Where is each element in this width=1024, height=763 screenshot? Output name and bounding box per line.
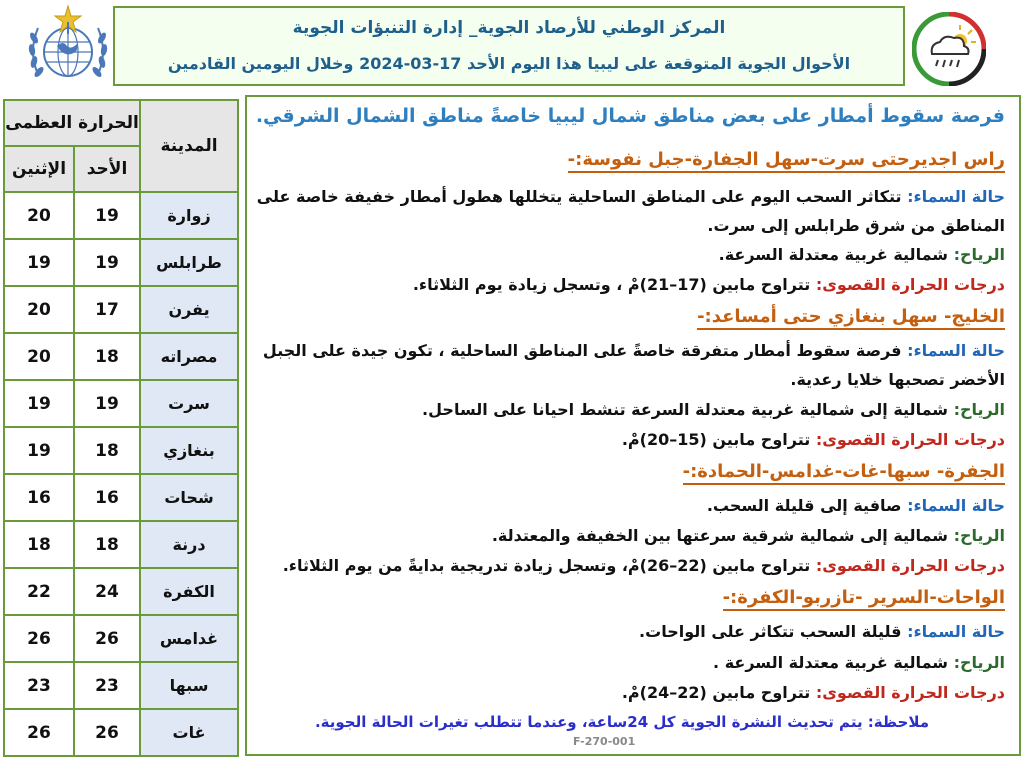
table-row bbox=[4, 662, 238, 709]
table-row bbox=[4, 286, 238, 333]
monday-temp: 26 bbox=[4, 615, 74, 662]
sunday-temp: 16 bbox=[74, 474, 140, 521]
sunday-temp: 26 bbox=[74, 709, 140, 756]
city-name: طرابلس bbox=[140, 239, 238, 286]
wind-text: شمالية إلى شمالية شرقية سرعتها بين الخفيفة والمعتدلة. bbox=[491, 526, 949, 545]
monday-temp: 22 bbox=[4, 568, 74, 615]
temp-text: تتراوح مابين (15–20)مْ. bbox=[621, 430, 811, 449]
city-name: الكفرة bbox=[140, 568, 238, 615]
sunday-temp: 24 bbox=[74, 568, 140, 615]
city-name: بنغازي bbox=[140, 427, 238, 474]
temp-label: درجات الحرارة القصوى: bbox=[815, 275, 1005, 294]
table-row bbox=[4, 380, 238, 427]
monday-temp: 18 bbox=[4, 521, 74, 568]
region-title bbox=[255, 587, 1005, 608]
temp-text: تتراوح مابين (17–21)مْ ، وتسجل زيادة يوم الثلاثاء. bbox=[412, 275, 811, 294]
temp-text: تتراوح مابين (22–26)مْ، وتسجل زيادة تدريجية بدايةً من يوم الثلاثاء. bbox=[282, 556, 811, 575]
temp-line bbox=[255, 556, 1005, 575]
sky-label: حالة السماء: bbox=[907, 496, 1005, 515]
region-title-text: الجفرة- سبها-غات-غدامس-الحمادة:- bbox=[683, 461, 1005, 485]
sky-line-cont: المناطق من شرق طرابلس إلى سرت. bbox=[707, 216, 1005, 235]
city-name: درنة bbox=[140, 521, 238, 568]
sunday-temp: 19 bbox=[74, 239, 140, 286]
table-row bbox=[4, 615, 238, 662]
temp-label: درجات الحرارة القصوى: bbox=[815, 430, 1005, 449]
sky-text: قليلة السحب تتكاثر على الواحات. bbox=[639, 622, 902, 641]
monday-temp: 23 bbox=[4, 662, 74, 709]
table-row bbox=[4, 427, 238, 474]
monday-temp: 26 bbox=[4, 709, 74, 756]
monday-temp: 19 bbox=[4, 239, 74, 286]
wind-label: الرياح: bbox=[953, 400, 1005, 419]
temp-line bbox=[255, 430, 1005, 449]
table-row bbox=[4, 474, 238, 521]
region-title bbox=[255, 306, 1005, 327]
sunday-temp: 18 bbox=[74, 333, 140, 380]
temp-line bbox=[255, 683, 1005, 702]
sky-text: صافية إلى قليلة السحب. bbox=[706, 496, 902, 515]
forecast-panel bbox=[245, 95, 1021, 756]
sunday-temp: 18 bbox=[74, 427, 140, 474]
day1-header: الأحد bbox=[74, 146, 140, 192]
sunday-temp: 26 bbox=[74, 615, 140, 662]
wind-line bbox=[255, 400, 1005, 419]
city-name: سرت bbox=[140, 380, 238, 427]
update-note: ملاحظة: يتم تحديث النشرة الجوية كل 24ساعة، وعندما تتطلب تغيرات الحالة الجوية. bbox=[314, 713, 929, 731]
city-name: مصراته bbox=[140, 333, 238, 380]
sky-label: حالة السماء: bbox=[907, 622, 1005, 641]
table-row bbox=[4, 333, 238, 380]
monday-temp: 16 bbox=[4, 474, 74, 521]
sky-line bbox=[255, 496, 1005, 515]
sky-label: حالة السماء: bbox=[907, 341, 1005, 360]
table-row bbox=[4, 709, 238, 756]
sky-line bbox=[255, 622, 1005, 641]
max-temp-header: الحرارة العظمى bbox=[4, 100, 140, 146]
sky-line bbox=[255, 187, 1005, 206]
region-title bbox=[255, 149, 1005, 170]
sunday-temp: 19 bbox=[74, 192, 140, 239]
monday-temp: 19 bbox=[4, 380, 74, 427]
monday-temp: 20 bbox=[4, 192, 74, 239]
sunday-temp: 17 bbox=[74, 286, 140, 333]
region-title bbox=[255, 461, 1005, 482]
header-line-1: المركز الوطني للأرصاد الجوية_ إدارة التنبؤات الجوية bbox=[292, 18, 726, 38]
temp-label: درجات الحرارة القصوى: bbox=[815, 683, 1005, 702]
sky-line-cont: الأخضر تصحبها خلايا رعدية. bbox=[790, 370, 1005, 389]
city-name: غات bbox=[140, 709, 238, 756]
max-temperature-table bbox=[3, 99, 239, 757]
form-code: F-270-001 bbox=[573, 735, 636, 748]
temp-text: تتراوح مابين (22–24)مْ. bbox=[621, 683, 811, 702]
monday-temp: 19 bbox=[4, 427, 74, 474]
region-title-text: الخليج- سهل بنغازي حتى أمساعد:- bbox=[697, 306, 1005, 330]
temp-label: درجات الحرارة القصوى: bbox=[815, 556, 1005, 575]
wind-text: شمالية إلى شمالية غربية معتدلة السرعة تنشط احيانا على الساحل. bbox=[422, 400, 949, 419]
table-row bbox=[4, 568, 238, 615]
monday-temp: 20 bbox=[4, 286, 74, 333]
city-name: غدامس bbox=[140, 615, 238, 662]
wind-line bbox=[255, 245, 1005, 264]
wmo-emblem-icon bbox=[24, 4, 112, 92]
forecast-headline: فرصة سقوط أمطار على بعض مناطق شمال ليبيا خاصةً مناطق الشمال الشرقي. bbox=[255, 105, 1005, 127]
wind-line bbox=[255, 526, 1005, 545]
table-row bbox=[4, 521, 238, 568]
city-name: شحات bbox=[140, 474, 238, 521]
temp-line bbox=[255, 275, 1005, 294]
sunday-temp: 23 bbox=[74, 662, 140, 709]
sky-text: فرصة سقوط أمطار متفرقة خاصةً على المناطق الساحلية ، تكون جيدة على الجبل bbox=[262, 341, 902, 360]
wind-label: الرياح: bbox=[953, 653, 1005, 672]
header-banner bbox=[113, 6, 905, 86]
cloud-sun-rain-icon bbox=[912, 12, 986, 86]
table-row bbox=[4, 239, 238, 286]
wind-line bbox=[255, 653, 1005, 672]
city-name: زوارة bbox=[140, 192, 238, 239]
city-header: المدينة bbox=[140, 100, 238, 192]
region-title-text: الواحات-السرير -تازربو-الكفرة:- bbox=[723, 587, 1005, 611]
monday-temp: 20 bbox=[4, 333, 74, 380]
city-name: سبها bbox=[140, 662, 238, 709]
sky-text: تتكاثر السحب اليوم على المناطق الساحلية يتخللها هطول أمطار خفيفة خاصة على bbox=[256, 187, 902, 206]
header-line-2: الأحوال الجوية المتوقعة على ليبيا هذا اليوم الأحد 17-03-2024 وخلال اليومين القادمين bbox=[167, 54, 851, 73]
region-title-text: راس اجديرحتى سرت-سهل الجفارة-جبل نفوسة:- bbox=[568, 149, 1005, 173]
table-row bbox=[4, 192, 238, 239]
wind-label: الرياح: bbox=[953, 245, 1005, 264]
sunday-temp: 19 bbox=[74, 380, 140, 427]
wind-text: شمالية غربية معتدلة السرعة . bbox=[713, 653, 949, 672]
sky-label: حالة السماء: bbox=[907, 187, 1005, 206]
wind-label: الرياح: bbox=[953, 526, 1005, 545]
sky-line bbox=[255, 341, 1005, 360]
day2-header: الإثنين bbox=[4, 146, 74, 192]
city-name: يفرن bbox=[140, 286, 238, 333]
wind-text: شمالية غربية معتدلة السرعة. bbox=[718, 245, 949, 264]
sunday-temp: 18 bbox=[74, 521, 140, 568]
